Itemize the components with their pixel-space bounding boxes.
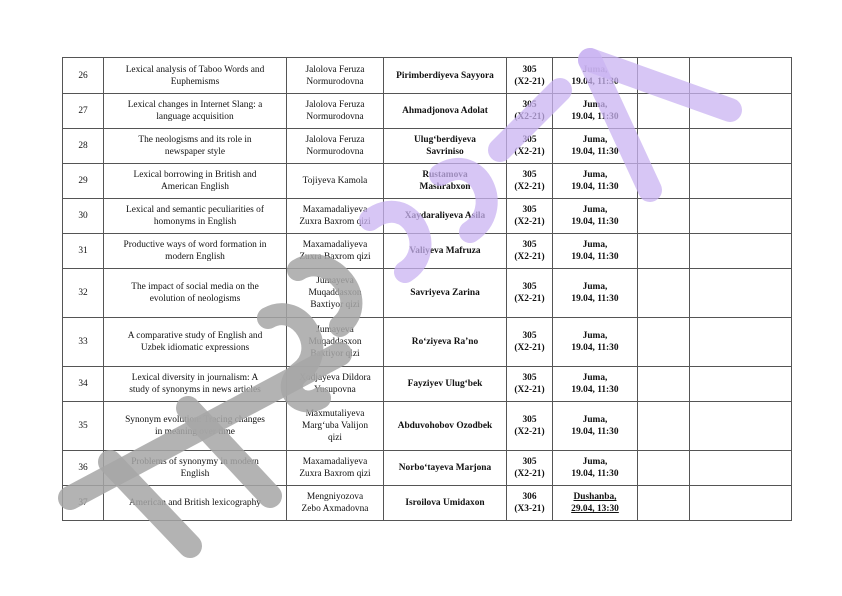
datetime-cell <box>553 164 638 199</box>
cell-text: 19.04, 11:30 <box>571 112 619 122</box>
cell-text: (X2-21) <box>514 252 545 262</box>
cell-text: 305 <box>522 240 537 250</box>
cell-text: Normurodovna <box>306 112 364 122</box>
cell-text: (X2-21) <box>514 76 545 87</box>
cell-text: Synonym evolution: Tracing changes <box>125 415 265 425</box>
empty-cell <box>638 367 690 402</box>
room-cell <box>507 367 553 402</box>
cell-text: 32 <box>78 288 88 298</box>
datetime-cell <box>553 129 638 164</box>
cell-text: 29.04, 13:30 <box>571 504 619 514</box>
cell-text: 19.04, 11:30 <box>571 252 619 262</box>
table-body <box>63 58 792 521</box>
cell-text: 19.04, 11:30 <box>571 76 619 87</box>
empty-cell <box>638 58 690 94</box>
cell-text: 19.04, 11:30 <box>571 469 619 479</box>
cell-text: Juma, <box>582 415 608 425</box>
cell-text: 19.04, 11:30 <box>571 294 619 304</box>
empty-cell <box>690 164 792 199</box>
cell-text: 306 <box>522 492 537 502</box>
cell-text: qizi <box>327 433 343 443</box>
cell-text: Ro‘ziyeva Ra’no <box>411 337 479 347</box>
student-cell <box>384 199 507 234</box>
cell-text: Jumayeva <box>316 276 354 286</box>
cell-text: Productive ways of word formation in <box>123 240 267 250</box>
student-cell <box>384 58 507 94</box>
cell-text: Juma, <box>582 282 608 292</box>
cell-text: Rustamova <box>422 170 468 180</box>
datetime-cell <box>553 199 638 234</box>
cell-text: 19.04, 11:30 <box>571 217 619 227</box>
cell-text: Maxamadaliyeva <box>302 240 368 250</box>
cell-text: American and British lexicography <box>129 498 261 508</box>
cell-text: homonyms in English <box>153 217 237 227</box>
empty-cell <box>638 402 690 451</box>
supervisor-cell <box>287 58 384 94</box>
topic-cell <box>104 129 287 164</box>
cell-text: 35 <box>78 421 88 431</box>
empty-cell <box>690 486 792 521</box>
topic-cell <box>104 269 287 318</box>
cell-text: (X2-21) <box>514 147 545 157</box>
cell-text: Dushanba, <box>573 492 617 502</box>
cell-text: 305 <box>522 373 537 383</box>
cell-text: (X2-21) <box>514 427 545 437</box>
cell-text: Jumayeva <box>316 325 354 335</box>
cell-text: Ahmadjonova Adolat <box>402 106 488 116</box>
cell-text: (X2-21) <box>514 469 545 479</box>
cell-text: 33 <box>78 337 88 347</box>
table-row <box>63 269 792 318</box>
empty-cell <box>690 199 792 234</box>
cell-text: Normurodovna <box>306 76 364 87</box>
room-cell <box>507 94 553 129</box>
supervisor-cell <box>287 402 384 451</box>
cell-text: Xaydaraliyeva Asila <box>404 211 486 221</box>
room-cell <box>507 129 553 164</box>
row-number-cell <box>63 269 104 318</box>
supervisor-cell <box>287 367 384 402</box>
cell-text: Uzbek idiomatic expressions <box>140 343 250 353</box>
room-cell <box>507 164 553 199</box>
cell-text: Lexical analysis of Taboo Words and <box>125 64 265 75</box>
student-cell <box>384 129 507 164</box>
topic-cell <box>104 94 287 129</box>
cell-text: Muqaddasxon <box>308 337 362 347</box>
room-cell <box>507 199 553 234</box>
datetime-cell <box>553 367 638 402</box>
cell-text: in meaning over time <box>155 427 235 437</box>
student-cell <box>384 234 507 269</box>
datetime-cell <box>553 402 638 451</box>
topic-cell <box>104 199 287 234</box>
row-number-cell <box>63 486 104 521</box>
cell-text: (X2-21) <box>514 217 545 227</box>
topic-cell <box>104 486 287 521</box>
supervisor-cell <box>287 129 384 164</box>
cell-text: Savriyeva Zarina <box>410 288 480 298</box>
topic-cell <box>104 58 287 94</box>
cell-text: Maxamadaliyeva <box>302 457 368 467</box>
cell-text: 305 <box>522 170 537 180</box>
schedule-table <box>62 57 792 521</box>
cell-text: Zebo Axmadovna <box>301 504 369 514</box>
empty-cell <box>638 269 690 318</box>
student-cell <box>384 367 507 402</box>
cell-text: Savriniso <box>426 147 464 157</box>
cell-text: Yusupovna <box>314 385 356 395</box>
cell-text: Baxtiyor qizi <box>310 349 360 359</box>
table-row <box>63 367 792 402</box>
cell-text: Lexical changes in Internet Slang: a <box>127 100 263 110</box>
cell-text: 305 <box>522 135 537 145</box>
cell-text: 34 <box>78 379 88 389</box>
cell-text: 28 <box>78 141 88 151</box>
room-cell <box>507 58 553 94</box>
row-number-cell <box>63 164 104 199</box>
cell-text: (X2-21) <box>514 343 545 353</box>
row-number-cell <box>63 58 104 94</box>
empty-cell <box>690 129 792 164</box>
cell-text: Jalolova Feruza <box>305 135 365 145</box>
supervisor-cell <box>287 94 384 129</box>
cell-text: (X2-21) <box>514 294 545 304</box>
cell-text: Juma, <box>582 170 608 180</box>
cell-text: (X2-21) <box>514 182 545 192</box>
datetime-cell <box>553 234 638 269</box>
empty-cell <box>638 94 690 129</box>
cell-text: The impact of social media on the <box>131 282 259 292</box>
empty-cell <box>638 451 690 486</box>
cell-text: Lexical and semantic peculiarities of <box>126 205 264 215</box>
student-cell <box>384 318 507 367</box>
student-cell <box>384 451 507 486</box>
supervisor-cell <box>287 199 384 234</box>
row-number-cell <box>63 94 104 129</box>
cell-text: 305 <box>522 282 537 292</box>
empty-cell <box>690 58 792 94</box>
table-row <box>63 94 792 129</box>
room-cell <box>507 486 553 521</box>
cell-text: 305 <box>522 331 537 341</box>
supervisor-cell <box>287 269 384 318</box>
cell-text: evolution of neologisms <box>149 294 241 304</box>
topic-cell <box>104 451 287 486</box>
row-number-cell <box>63 451 104 486</box>
cell-text: Normurodovna <box>306 147 364 157</box>
cell-text: Zuxra Baxrom qizi <box>299 217 371 227</box>
room-cell <box>507 234 553 269</box>
cell-text: 305 <box>522 457 537 467</box>
cell-text: American English <box>161 182 229 192</box>
cell-text: Fayziyev Ulug‘bek <box>407 379 483 389</box>
cell-text: Juma, <box>582 100 608 110</box>
cell-text: 19.04, 11:30 <box>571 182 619 192</box>
cell-text: Mengniyozova <box>306 492 364 502</box>
topic-cell <box>104 402 287 451</box>
cell-text: 19.04, 11:30 <box>571 427 619 437</box>
cell-text: (X2-21) <box>514 385 545 395</box>
supervisor-cell <box>287 451 384 486</box>
cell-text: Juma, <box>582 331 608 341</box>
topic-cell <box>104 234 287 269</box>
cell-text: Zuxra Baxrom qizi <box>299 469 371 479</box>
room-cell <box>507 269 553 318</box>
cell-text: 305 <box>522 415 537 425</box>
datetime-cell <box>553 451 638 486</box>
table-row <box>63 199 792 234</box>
cell-text: newspaper style <box>164 147 226 157</box>
row-number-cell <box>63 129 104 164</box>
cell-text: Lexical diversity in journalism: A <box>131 373 259 383</box>
topic-cell <box>104 367 287 402</box>
datetime-cell <box>553 94 638 129</box>
cell-text: Marg‘uba Valijon <box>301 421 369 431</box>
topic-cell <box>104 164 287 199</box>
table-row <box>63 164 792 199</box>
table-row <box>63 402 792 451</box>
cell-text: Muqaddasxon <box>308 288 362 298</box>
empty-cell <box>638 164 690 199</box>
cell-text: Mashrabxon <box>419 182 471 192</box>
empty-cell <box>690 451 792 486</box>
cell-text: Baxtiyor qizi <box>310 300 360 310</box>
cell-text: Juma, <box>582 135 608 145</box>
empty-cell <box>638 486 690 521</box>
empty-cell <box>690 94 792 129</box>
cell-text: Juma, <box>582 457 608 467</box>
cell-text: Ulug‘berdiyeva <box>414 135 476 145</box>
cell-text: The neologisms and its role in <box>138 135 252 145</box>
cell-text: 26 <box>78 70 88 81</box>
cell-text: 30 <box>78 211 88 221</box>
supervisor-cell <box>287 486 384 521</box>
table-row <box>63 58 792 94</box>
cell-text: language acquisition <box>156 112 234 122</box>
empty-cell <box>690 269 792 318</box>
row-number-cell <box>63 318 104 367</box>
cell-text: 31 <box>78 246 88 256</box>
cell-text: Jalolova Feruza <box>305 100 365 110</box>
cell-text: English <box>180 469 210 479</box>
table-row <box>63 451 792 486</box>
cell-text: Lexical borrowing in British and <box>133 170 257 180</box>
cell-text: 305 <box>522 100 537 110</box>
empty-cell <box>638 129 690 164</box>
empty-cell <box>690 318 792 367</box>
student-cell <box>384 94 507 129</box>
cell-text: 29 <box>78 176 88 186</box>
row-number-cell <box>63 367 104 402</box>
supervisor-cell <box>287 234 384 269</box>
cell-text: 37 <box>78 498 88 508</box>
empty-cell <box>690 402 792 451</box>
cell-text: Tojiyeva Kamola <box>302 176 368 186</box>
datetime-cell <box>553 486 638 521</box>
cell-text: Euphemisms <box>170 76 220 87</box>
topic-cell <box>104 318 287 367</box>
cell-text: (X3-21) <box>514 504 545 514</box>
empty-cell <box>638 234 690 269</box>
empty-cell <box>690 367 792 402</box>
datetime-cell <box>553 318 638 367</box>
cell-text: Juma, <box>582 64 608 75</box>
cell-text: Juma, <box>582 205 608 215</box>
cell-text: Xodjayeva Dildora <box>299 373 371 383</box>
cell-text: Problems of synonymy in modern <box>131 457 259 467</box>
empty-cell <box>638 199 690 234</box>
room-cell <box>507 318 553 367</box>
cell-text: Juma, <box>582 240 608 250</box>
datetime-cell <box>553 269 638 318</box>
empty-cell <box>690 234 792 269</box>
cell-text: A comparative study of English and <box>127 331 263 341</box>
student-cell <box>384 164 507 199</box>
cell-text: Maxmutaliyeva <box>305 409 365 419</box>
cell-text: 19.04, 11:30 <box>571 385 619 395</box>
empty-cell <box>638 318 690 367</box>
table-row <box>63 129 792 164</box>
cell-text: Norbo‘tayeva Marjona <box>398 463 492 473</box>
cell-text: Zuxra Baxrom qizi <box>299 252 371 262</box>
student-cell <box>384 269 507 318</box>
cell-text: (X2-21) <box>514 112 545 122</box>
cell-text: study of synonyms in news articles <box>129 385 261 395</box>
student-cell <box>384 402 507 451</box>
cell-text: 305 <box>522 64 537 75</box>
row-number-cell <box>63 234 104 269</box>
table-row <box>63 486 792 521</box>
row-number-cell <box>63 402 104 451</box>
cell-text: Pirimberdiyeva Sayyora <box>396 70 494 81</box>
row-number-cell <box>63 199 104 234</box>
room-cell <box>507 402 553 451</box>
supervisor-cell <box>287 318 384 367</box>
cell-text: Juma, <box>582 373 608 383</box>
supervisor-cell <box>287 164 384 199</box>
table-row <box>63 234 792 269</box>
datetime-cell <box>553 58 638 94</box>
student-cell <box>384 486 507 521</box>
cell-text: 305 <box>522 205 537 215</box>
cell-text: Abduvohobov Ozodbek <box>397 421 493 431</box>
room-cell <box>507 451 553 486</box>
cell-text: 27 <box>78 106 88 116</box>
cell-text: Jalolova Feruza <box>305 64 365 75</box>
cell-text: 19.04, 11:30 <box>571 147 619 157</box>
cell-text: 19.04, 11:30 <box>571 343 619 353</box>
cell-text: modern English <box>165 252 225 262</box>
cell-text: Maxamadaliyeva <box>302 205 368 215</box>
cell-text: Isroilova Umidaxon <box>405 498 485 508</box>
table-row <box>63 318 792 367</box>
cell-text: 36 <box>78 463 88 473</box>
cell-text: Valiyeva Mafruza <box>409 246 481 256</box>
